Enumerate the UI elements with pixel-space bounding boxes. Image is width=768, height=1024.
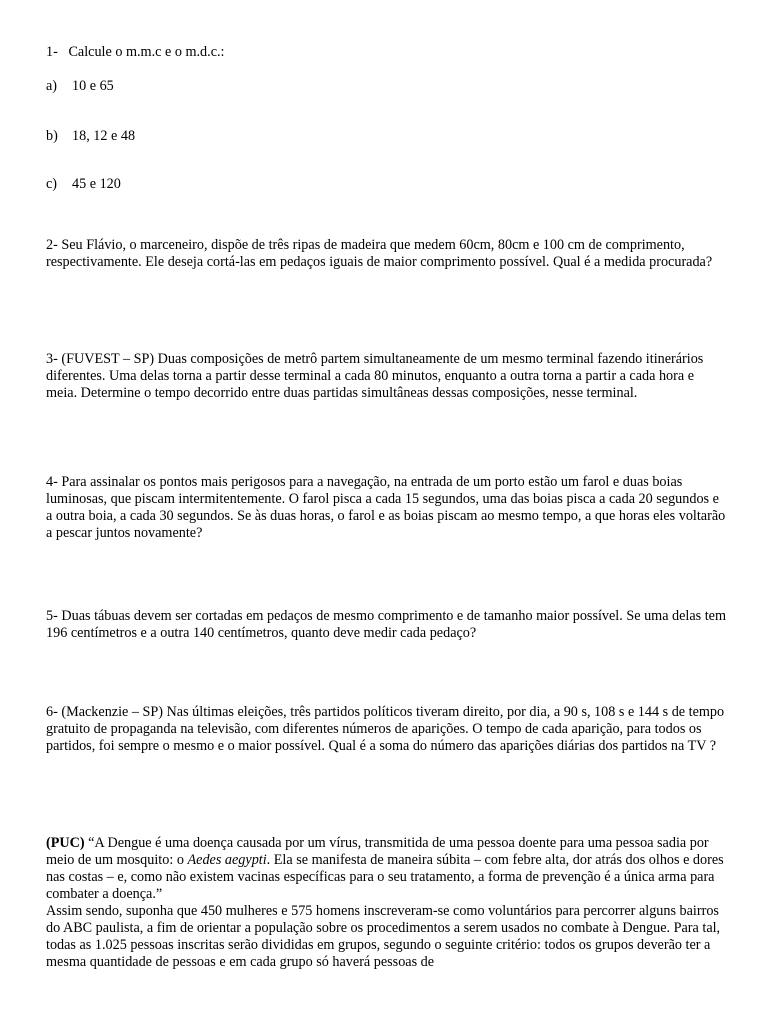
question-5: 5- Duas tábuas devem ser cortadas em pedaços de mesmo comprimento e de tamanho maior possível. Se uma delas tem 196 centímetros e a outra 140 centímetros, quanto deve medir cada pedaço? [46,608,727,641]
question-1-title: 1- Calcule o m.m.c e o m.d.c.: [46,44,225,60]
question-6: 6- (Mackenzie – SP) Nas últimas eleições, três partidos políticos tiveram direito, por dia, a 90 s, 108 s e 144 s de tempo gratuito de propaganda na televisão, com diferentes números de aparições. O tempo de cada aparição, para todos os partidos, foi sempre o mesmo e o maior possível. Qual é a soma do número das aparições diárias dos partidos na TV ? [46,704,725,754]
item-label: b) [46,128,58,144]
species-name: Aedes aegypti [187,852,267,868]
item-text: 18, 12 e 48 [72,128,136,144]
item-text: 45 e 120 [72,176,121,192]
question-7-quote [46,835,726,903]
question-3: 3- (FUVEST – SP) Duas composições de metrô partem simultaneamente de um mesmo terminal fazendo itinerários diferentes. Uma delas torna a partir desse terminal a cada 80 minutos, enquanto a outra torna a partir a cada hora e meia. Determine o tempo decorrido entre duas partidas simultâneas dessas composições, nesse terminal. [46,351,704,401]
quote-text-end: . Ela se manifesta de maneira súbita – com febre alta, dor atrás dos olhos e dores nas costas – e, como não existem vacinas específicas para o seu tratamento, a forma de prevenção é a única arma para combater a doença.” [46,852,724,902]
question-1-item-b [46,128,135,145]
question-7-source: (PUC) [46,835,85,851]
question-7-body: Assim sendo, suponha que 450 mulheres e 575 homens inscreveram-se como voluntários para percorrer alguns bairros do ABC paulista, a fim de orientar a população sobre os procedimentos a serem usados no combate à Dengue. Para tal, todas as 1.025 pessoas inscritas serão divididas em grupos, segundo o seguinte critério: todos os grupos deverão ter a mesma quantidade de pessoas e em cada grupo só haverá pessoas de [46,903,721,970]
item-label: c) [46,176,58,192]
question-4: 4- Para assinalar os pontos mais perigosos para a navegação, na entrada de um porto estão um farol e duas boias luminosas, que piscam intermitentemente. O farol pisca a cada 15 segundos, uma das boias pisca a cada 20 segundos e a outra boia, a cada 30 segundos. Se às duas horas, o farol e as boias piscam ao mesmo tempo, a que horas eles voltarão a pescar juntos novamente? [46,474,726,541]
quote-text-start: “A Dengue é uma doença causada por um vírus, transmitida de uma pessoa doente para uma pessoa sadia por meio de um mosquito: o [46,835,709,868]
question-1-item-c [46,176,121,193]
question-1-item-a [46,78,114,95]
item-text: 10 e 65 [72,78,114,94]
item-label: a) [46,78,58,94]
question-2: 2- Seu Flávio, o marceneiro, dispõe de três ripas de madeira que medem 60cm, 80cm e 100 cm de comprimento, respectivamente. Ele deseja cortá-las em pedaços iguais de maior comprimento possível. Qual é a medida procurada? [46,237,713,270]
